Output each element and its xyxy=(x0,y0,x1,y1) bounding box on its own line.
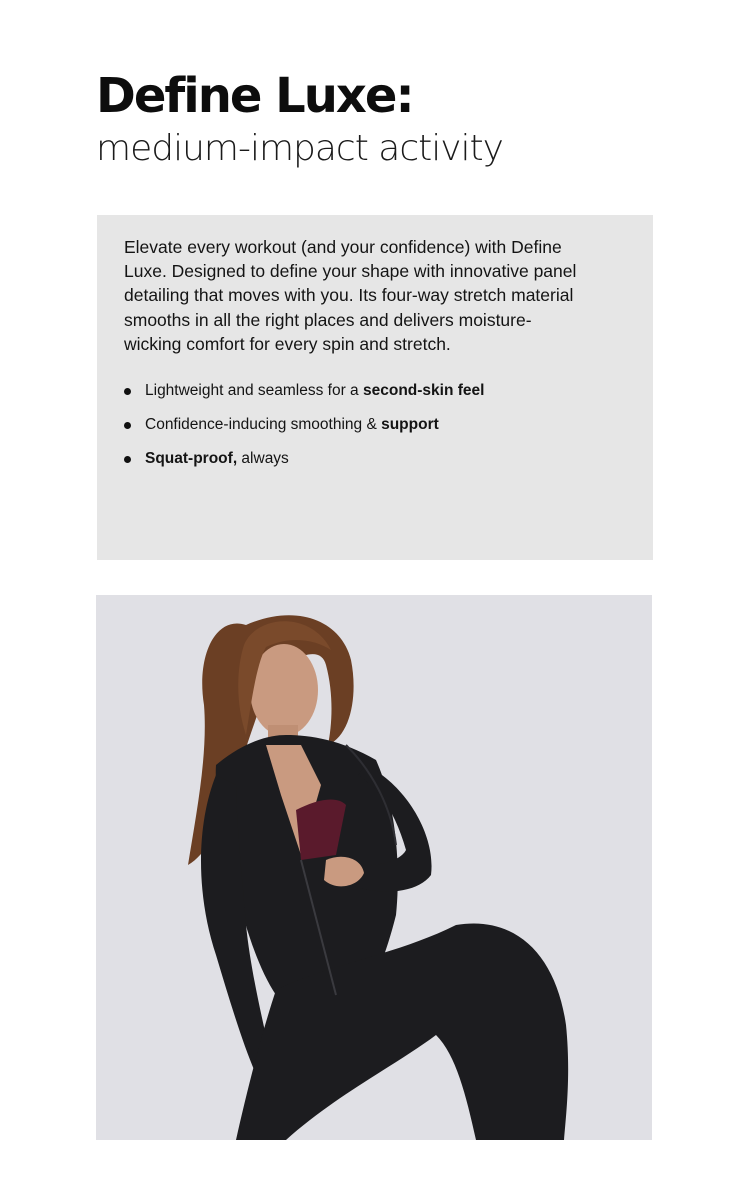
feature-text: Lightweight and seamless for a xyxy=(145,382,363,400)
bullet-dot-icon xyxy=(124,422,131,429)
feature-item xyxy=(124,449,583,469)
bullet-dot-icon xyxy=(124,456,131,463)
feature-item xyxy=(124,415,583,435)
feature-highlight: second-skin feel xyxy=(362,382,485,400)
feature-highlight: support xyxy=(381,416,439,434)
page-title: Define Luxe: xyxy=(96,68,413,124)
product-photo xyxy=(96,595,652,1140)
model-illustration xyxy=(96,595,652,1140)
product-description: Elevate every workout (and your confidence) with Define Luxe. Designed to define your shape with innovative panel detailing that moves with you. Its four-way stretch material smooths in all the right places and delivers moisture-wicking comfort for every spin and stretch. xyxy=(124,237,577,354)
product-info-box xyxy=(97,215,653,560)
heading-block xyxy=(96,68,503,172)
feature-item xyxy=(124,381,583,401)
bullet-dot-icon xyxy=(124,388,131,395)
feature-text: Confidence-inducing smoothing & xyxy=(145,416,382,434)
page-subtitle: medium-impact activity xyxy=(96,128,503,169)
feature-highlight: Squat-proof, xyxy=(145,450,238,468)
feature-text-after: always xyxy=(237,450,289,468)
feature-list xyxy=(124,381,583,469)
